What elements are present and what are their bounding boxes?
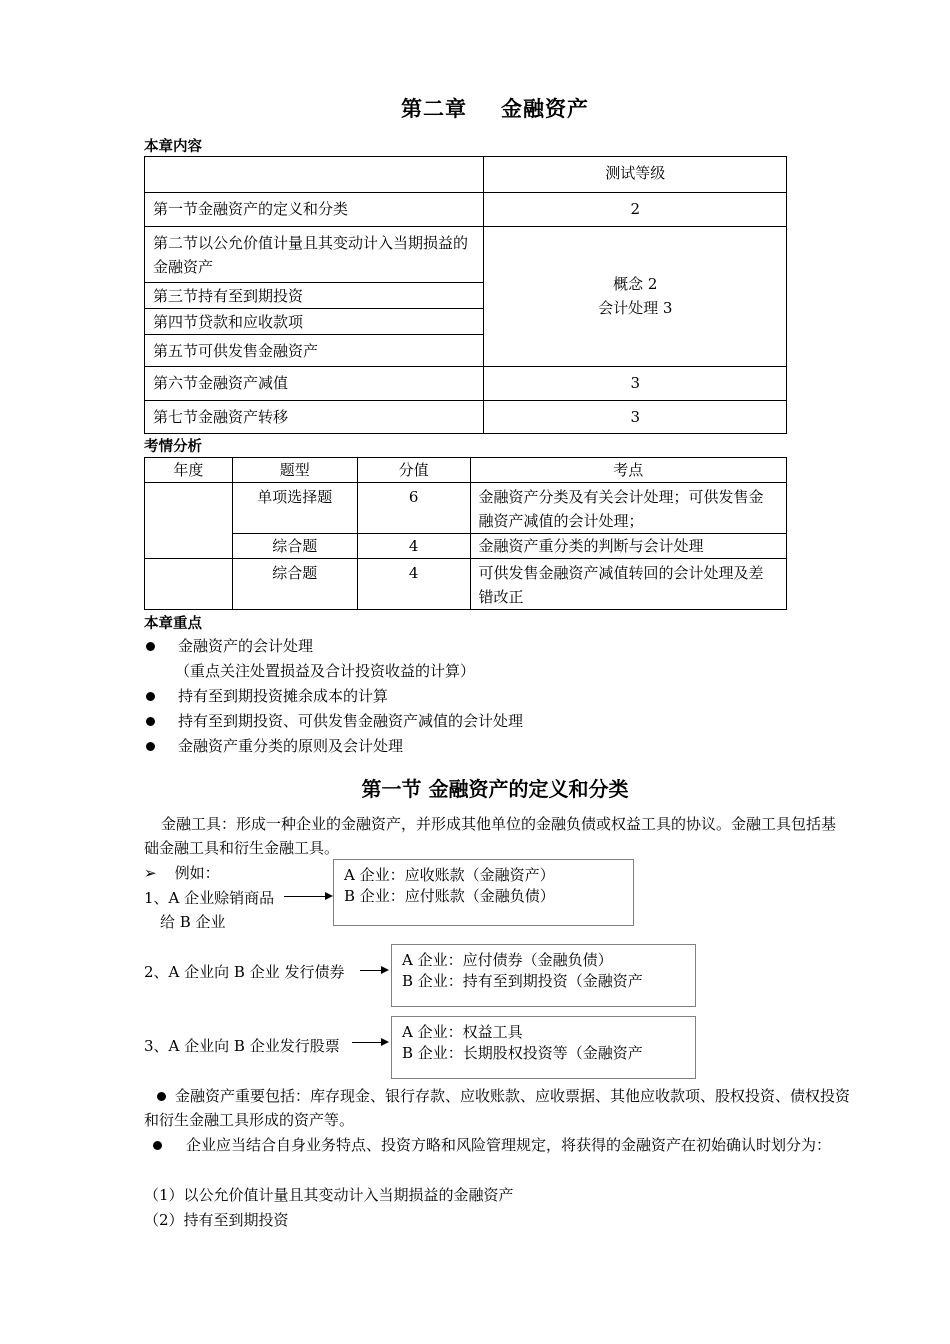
focus-item <box>144 634 844 659</box>
score-cell: 4 <box>357 559 470 610</box>
score-cell: 4 <box>357 534 470 559</box>
point-cell: 可供发售金融资产减值转回的会计处理及差错改正 <box>470 559 787 610</box>
exam-heading: 考情分析 <box>144 439 202 455</box>
focus-item-text: 持有至到期投资摊余成本的计算 <box>178 687 389 705</box>
type-cell: 综合题 <box>232 559 357 610</box>
content-heading: 本章内容 <box>144 139 202 155</box>
class-item: （2）持有至到期投资 <box>144 1211 289 1229</box>
example-label-row <box>144 861 220 885</box>
bullet-icon <box>157 1092 166 1101</box>
assets-include-paragraph <box>144 1084 860 1132</box>
section-row: 第七节金融资产转移 <box>145 401 484 434</box>
focus-list <box>144 634 844 759</box>
section-row: 第四节贷款和应收款项 <box>145 309 484 335</box>
level-merged-cell <box>484 227 787 367</box>
example-3-box <box>391 1016 696 1079</box>
example-3-line2: B 企业：长期股权投资等（金融资产 <box>402 1044 643 1062</box>
bullet-icon <box>146 642 155 651</box>
example-1-box <box>333 859 634 926</box>
example-3-left: 3、A 企业向 B 企业发行股票 <box>144 1037 340 1055</box>
section-title: 第一节 金融资产的定义和分类 <box>361 777 629 801</box>
bullet-icon <box>146 717 155 726</box>
example-label: 例如： <box>174 864 220 882</box>
bullet-icon <box>153 1141 162 1150</box>
example-1-line1: A 企业：应收账款（金融资产） <box>344 866 555 884</box>
col-header-year: 年度 <box>145 458 233 483</box>
example-1-line2: B 企业：应付账款（金融负债） <box>344 887 555 905</box>
type-cell: 单项选择题 <box>232 483 357 534</box>
col-header-type: 题型 <box>232 458 357 483</box>
focus-heading: 本章重点 <box>144 616 202 632</box>
arrow-bullet-icon: ➢ <box>144 864 157 882</box>
arrow-line <box>284 896 326 897</box>
focus-item-text: 金融资产重分类的原则及会计处理 <box>178 737 404 755</box>
classify-intro-row <box>144 1133 860 1157</box>
arrow-line <box>352 1042 382 1043</box>
example-3-line1: A 企业：权益工具 <box>402 1023 523 1041</box>
exam-table <box>144 457 787 610</box>
chapter-name: 金融资产 <box>501 97 589 121</box>
level-cell: 2 <box>484 193 787 227</box>
section-row: 第一节金融资产的定义和分类 <box>145 193 484 227</box>
section-row: 第六节金融资产减值 <box>145 367 484 401</box>
col-header-point: 考点 <box>470 458 787 483</box>
arrow-right-icon <box>325 892 333 900</box>
level-accounting: 会计处理 3 <box>598 299 673 317</box>
year-cell <box>145 559 233 610</box>
section-row: 第三节持有至到期投资 <box>145 283 484 309</box>
focus-item <box>144 709 844 734</box>
focus-item-text: 金融资产的会计处理 <box>178 637 314 655</box>
header-level: 测试等级 <box>484 157 787 193</box>
point-cell: 金融资产分类及有关会计处理；可供发售金融资产减值的会计处理； <box>470 483 787 534</box>
section-row: 第五节可供发售金融资产 <box>145 335 484 367</box>
score-cell: 6 <box>357 483 470 534</box>
bullet-icon <box>146 692 155 701</box>
level-cell: 3 <box>484 401 787 434</box>
type-cell: 综合题 <box>232 534 357 559</box>
level-cell: 3 <box>484 367 787 401</box>
definition-paragraph: 金融工具：形成一种企业的金融资产，并形成其他单位的金融负债或权益工具的协议。金融工具包括基础金融工具和衍生金融工具。 <box>144 815 837 857</box>
arrow-line <box>360 970 382 971</box>
level-concept: 概念 2 <box>613 275 658 293</box>
class-item: （1）以公允价值计量且其变动计入当期损益的金融资产 <box>144 1186 514 1204</box>
assets-include-text: 金融资产重要包括：库存现金、银行存款、应收账款、应收票据、其他应收款项、股权投资、债权投资和衍生金融工具形成的资产等。 <box>144 1087 851 1129</box>
example-2-line1: A 企业：应付债券（金融负债） <box>402 951 613 969</box>
focus-item-text: 持有至到期投资、可供发售金融资产减值的会计处理 <box>178 712 524 730</box>
chapter-number: 第二章 <box>401 97 467 121</box>
chapter-title <box>0 93 950 123</box>
example-1-left-line2: 给 B 企业 <box>160 913 226 931</box>
arrow-right-icon <box>381 966 389 974</box>
focus-item-text: （重点关注处置损益及合计投资收益的计算） <box>175 662 476 680</box>
example-2-line2: B 企业：持有至到期投资（金融资产 <box>402 972 643 990</box>
classify-intro-text: 企业应当结合自身业务特点、投资方略和风险管理规定，将获得的金融资产在初始确认时划分为： <box>186 1136 832 1154</box>
col-header-score: 分值 <box>357 458 470 483</box>
example-1-left: 1、A 企业赊销商品 <box>144 889 275 907</box>
bullet-icon <box>146 742 155 751</box>
header-empty-cell <box>145 157 484 193</box>
focus-item-note <box>144 659 844 684</box>
section-row: 第二节以公允价值计量且其变动计入当期损益的金融资产 <box>145 227 484 283</box>
point-cell: 金融资产重分类的判断与会计处理 <box>470 534 787 559</box>
focus-item <box>144 734 844 759</box>
focus-item <box>144 684 844 709</box>
year-cell <box>145 483 233 559</box>
example-2-left: 2、A 企业向 B 企业 发行债券 <box>144 963 345 981</box>
example-2-box <box>391 944 696 1007</box>
arrow-right-icon <box>381 1038 389 1046</box>
content-table <box>144 156 787 434</box>
